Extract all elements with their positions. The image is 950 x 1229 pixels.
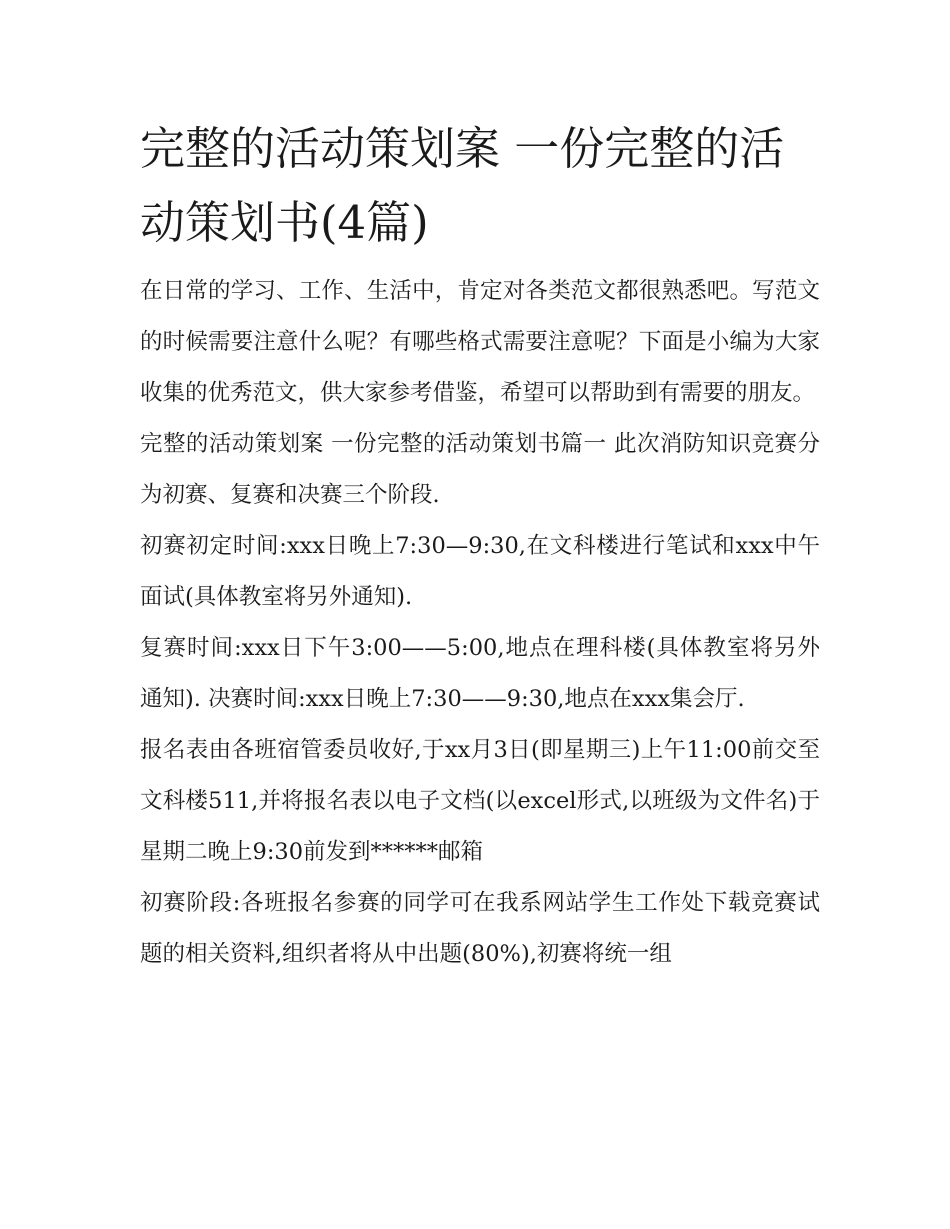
document-title: 完整的活动策划案 一份完整的活动策划书(4篇) [140,122,785,249]
document-page [140,112,820,980]
paragraph-semifinal-final-time: 复赛时间:xxx日下午3:00——5:00,地点在理科楼(具体教室将另外通知). 决赛时间:xxx日晚上7:30——9:30,地点在xxx集会厅. [140,635,820,712]
paragraph-registration: 报名表由各班宿管委员收好,于xx月3日(即星期三)上午11:00前交至文科楼511,并将报名表以电子文档(以excel形式,以班级为文件名)于星期二晚上9:30前发到******邮箱 [140,737,820,865]
paragraph-preliminary-time: 初赛初定时间:xxx日晚上7:30—9:30,在文科楼进行笔试和xxx中午面试(具体教室将另外通知). [140,533,820,610]
paragraph-preliminary-stage: 初赛阶段:各班报名参赛的同学可在我系网站学生工作处下载竞赛试题的相关资料,组织者将从中出题(80%),初赛将统一组 [140,890,820,967]
paragraph-intro: 在日常的学习、工作、生活中，肯定对各类范文都很熟悉吧。写范文的时候需要注意什么呢？有哪些格式需要注意呢？下面是小编为大家收集的优秀范文，供大家参考借鉴，希望可以帮助到有需要的朋友。 [140,278,820,406]
paragraph-overview: 完整的活动策划案 一份完整的活动策划书篇一 此次消防知识竞赛分为初赛、复赛和决赛三个阶段. [140,431,820,508]
